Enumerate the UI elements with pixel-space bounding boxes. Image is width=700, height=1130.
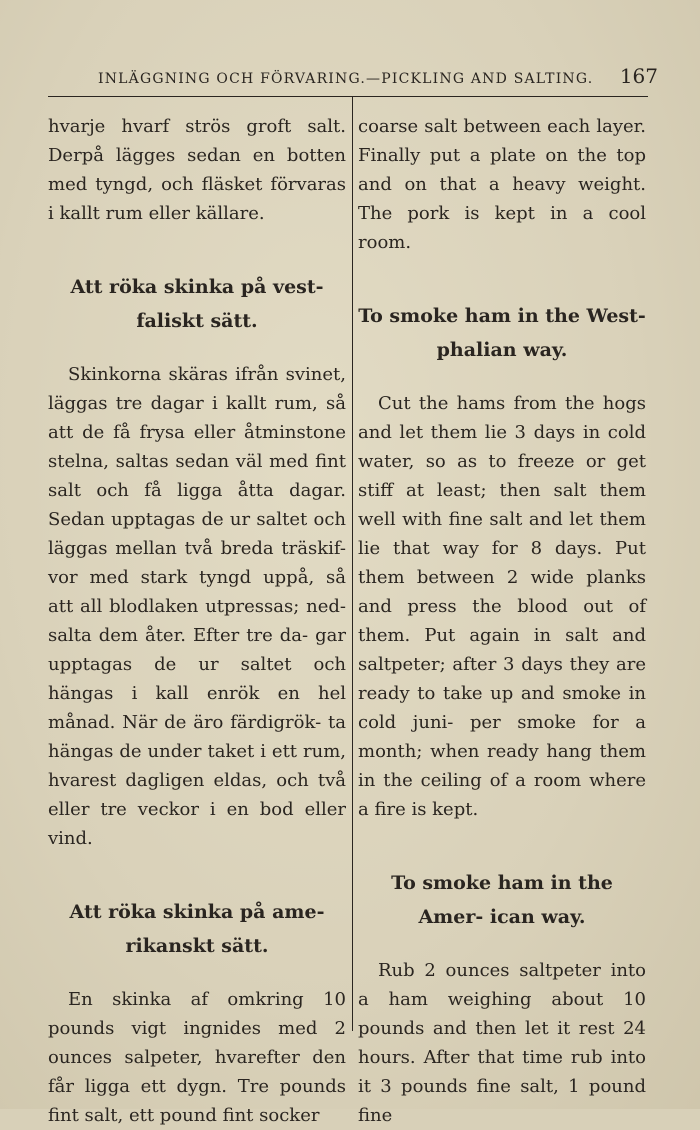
english-recipe-westphalian: Cut the hams from the hogs and let them lie 3 days in cold water, so as to freeze or get stiff at least; then salt them well with fine salt and let them lie that way for 8 days. Put them between 2 wide planks and press the blood out of them. Put again in salt and saltpeter; after 3 days they are ready to take up and smoke in cold juni- per smoke for a month; when ready hang them in the ceiling of a room where a fire is kept. (358, 393, 646, 820)
running-title: INLÄGGNING OCH FÖRVARING.—PICKLING AND SALTING. (98, 71, 594, 87)
swedish-column (48, 112, 346, 1130)
english-intro: coarse salt between each layer. Finally put a plate on the top and on that a heavy weight. The pork is kept in a cool room. (358, 116, 646, 253)
page-header (98, 64, 658, 88)
header-rule (48, 96, 648, 97)
swedish-heading-westphalian: Att röka skinka på vest- faliskt sätt. (70, 276, 324, 332)
english-column (358, 112, 646, 1130)
english-heading-westphalian: To smoke ham in the West- phalian way. (358, 305, 646, 361)
swedish-recipe-american: En skinka af omkring 10 pounds vigt ingnides med 2 ounces salpeter, hvarefter den får ligga ett dygn. Tre pounds fint salt, ett pound fint socker (48, 989, 346, 1126)
swedish-intro: hvarje hvarf strös groft salt. Derpå lägges sedan en botten med tyngd, och fläsket förvaras i kallt rum eller källare. (48, 116, 346, 224)
english-heading-american: To smoke ham in the Amer- ican way. (391, 872, 613, 928)
swedish-recipe-westphalian: Skinkorna skäras ifrån svinet, läggas tre dagar i kallt rum, så att de få frysa eller åtminstone stelna, saltas sedan väl med fint salt och få ligga åtta dagar. Sedan upptagas de ur saltet och läggas mellan två breda träskif- vor med stark tyngd uppå, så att all blodlaken utpressas; ned- salta dem åter. Efter tre da- gar upptagas de ur saltet och hängas i kall enrök en hel månad. När de äro färdigrök- ta hängas de under taket i ett rum, hvarest dagligen eldas, och två eller tre veckor i en bod eller vind. (48, 364, 346, 849)
column-divider (352, 96, 353, 1031)
page-number: 167 (619, 64, 658, 88)
swedish-heading-american: Att röka skinka på ame- rikanskt sätt. (69, 901, 325, 957)
english-recipe-american: Rub 2 ounces saltpeter into a ham weighing about 10 pounds and then let it rest 24 hours. After that time rub into it 3 pounds fine salt, 1 pound fine (358, 960, 646, 1126)
